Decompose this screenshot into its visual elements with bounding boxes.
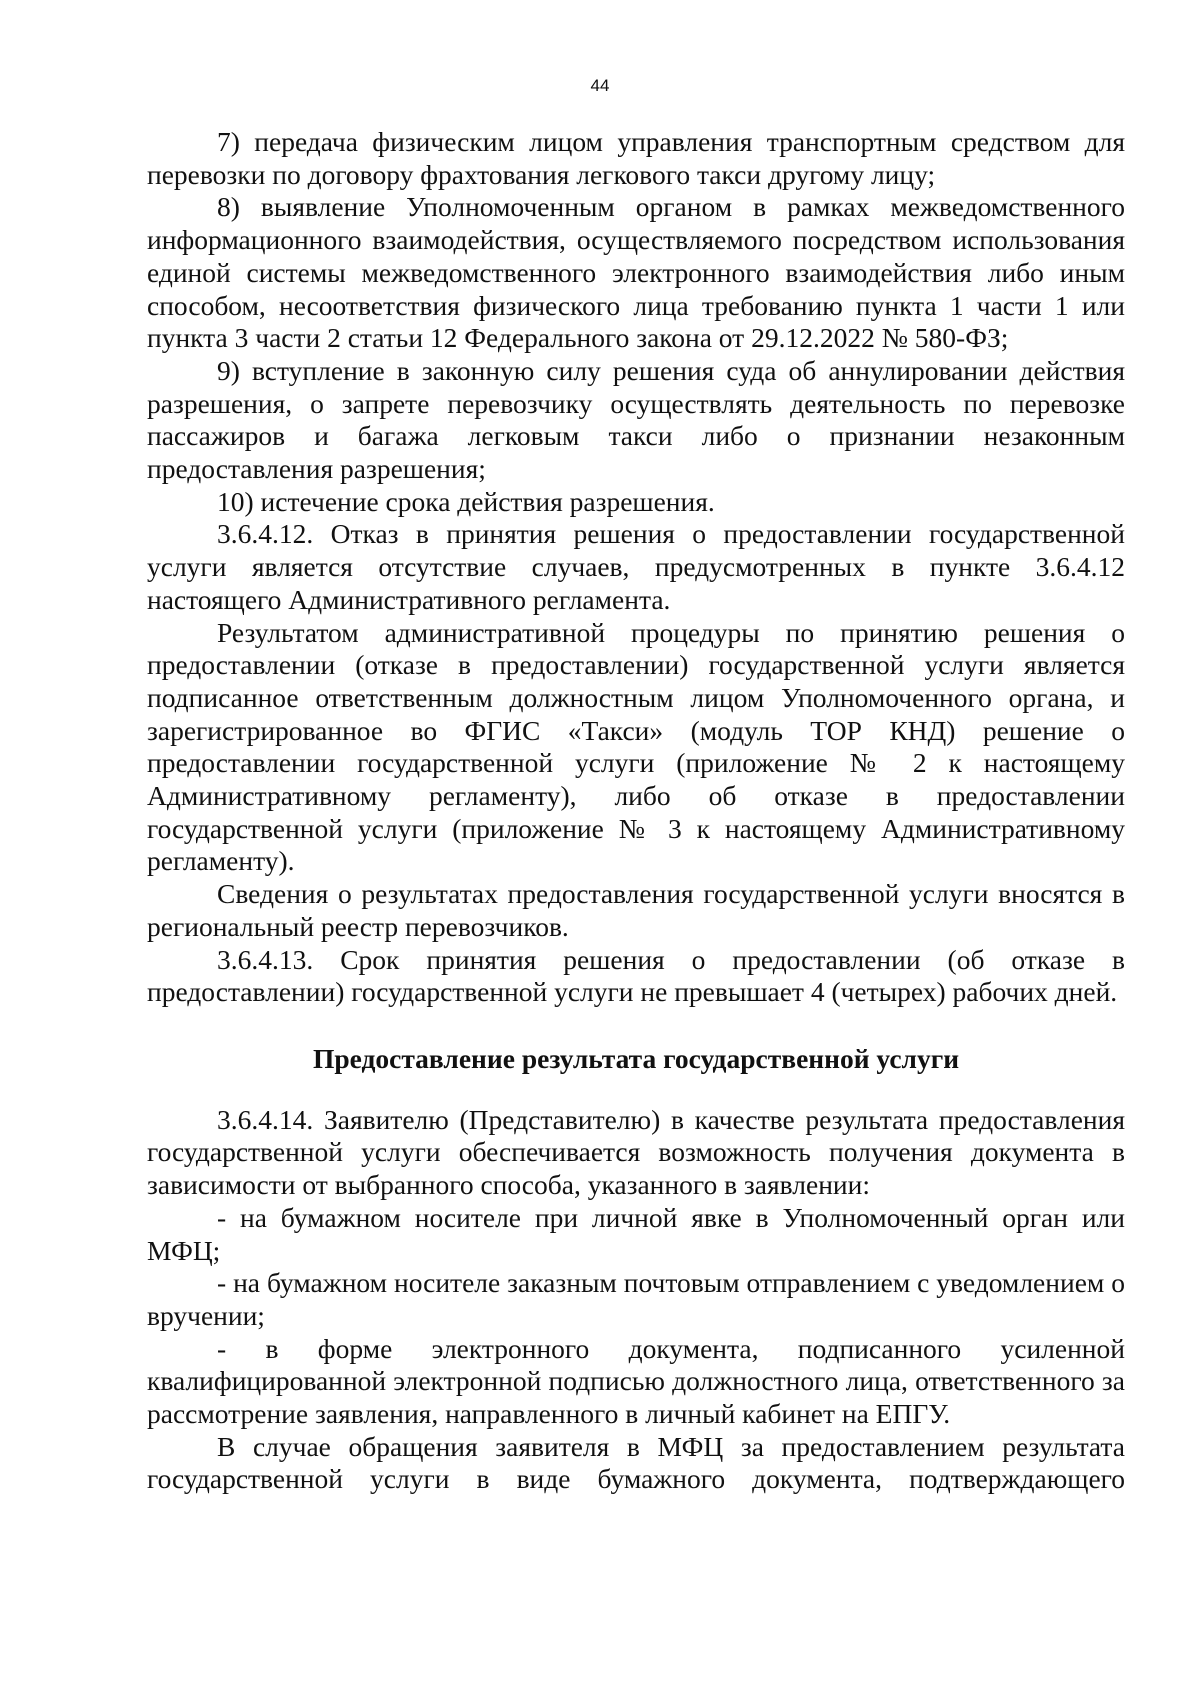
paragraph-item-8: 8) выявление Уполномоченным органом в рамках межведомственного информационного взаимодействия, осуществляемого посредством использования единой системы межведомственного электронного взаимодействия либо иным способом, несоответствия физического лица требованию пункта 1 части 1 или пункта 3 части 2 статьи 12 Федерального закона от 29.12.2022 № 580-ФЗ; (147, 191, 1125, 354)
paragraph-mfc: В случае обращения заявителя в МФЦ за предоставлением результата государственной услуги в виде бумажного документа, подтверждающего (147, 1430, 1125, 1495)
paragraph-3-6-4-12: 3.6.4.12. Отказ в принятия решения о предоставлении государственной услуги является отсутствие случаев, предусмотренных в пункте 3.6.4.12 настоящего Административного регламента. (147, 518, 1125, 615)
page-number: 44 (590, 76, 610, 95)
section-heading: Предоставление результата государственной услуги (312, 1042, 960, 1074)
paragraph-3-6-4-13: 3.6.4.13. Срок принятия решения о предоставлении (об отказе в предоставлении) государственной услуги не превышает 4 (четырех) рабочих дней. (147, 943, 1125, 1008)
paragraph-item-7: 7) передача физическим лицом управления транспортным средством для перевозки по договору фрахтования легкового такси другому лицу; (147, 126, 1125, 190)
paragraph-item-9: 9) вступление в законную силу решения суда об аннулировании действия разрешения, о запрете перевозчику осуществлять деятельность по перевозке пассажиров и багажа легковым такси либо о признании незаконным предоставления разрешения; (147, 354, 1125, 485)
paragraph-item-10: 10) истечение срока действия разрешения. (217, 485, 715, 517)
paragraph-registry: Сведения о результатах предоставления государственной услуги вносятся в региональный реестр перевозчиков. (147, 878, 1125, 942)
paragraph-result: Результатом административной процедуры по принятию решения о предоставлении (отказе в предоставлении) государственной услуги является подписанное ответственным должностным лицом Уполномоченного органа, и зарегистрированное во ФГИС «Такси» (модуль ТОР КНД) решение о предоставлении государственной услуги (приложение № 2 к настоящему Административному регламенту), либо об отказе в предоставлении государственной услуги (приложение № 3 к настоящему Административному регламенту). (147, 616, 1125, 877)
list-item-electronic: - в форме электронного документа, подписанного усиленной квалифицированной электронной подписью должностного лица, ответственного за рассмотрение заявления, направленного в личный кабинет на ЕПГУ. (147, 1332, 1125, 1430)
document-body (147, 126, 1125, 1496)
paragraph-3-6-4-14: 3.6.4.14. Заявителю (Представителю) в качестве результата предоставления государственной услуги обеспечивается возможность получения документа в зависимости от выбранного способа, указанного в заявлении: (147, 1103, 1125, 1201)
list-item-paper-personal: - на бумажном носителе при личной явке в Уполномоченный орган или МФЦ; (147, 1201, 1125, 1266)
list-item-paper-mail: - на бумажном носителе заказным почтовым отправлением с уведомлением о вручении; (147, 1267, 1125, 1331)
